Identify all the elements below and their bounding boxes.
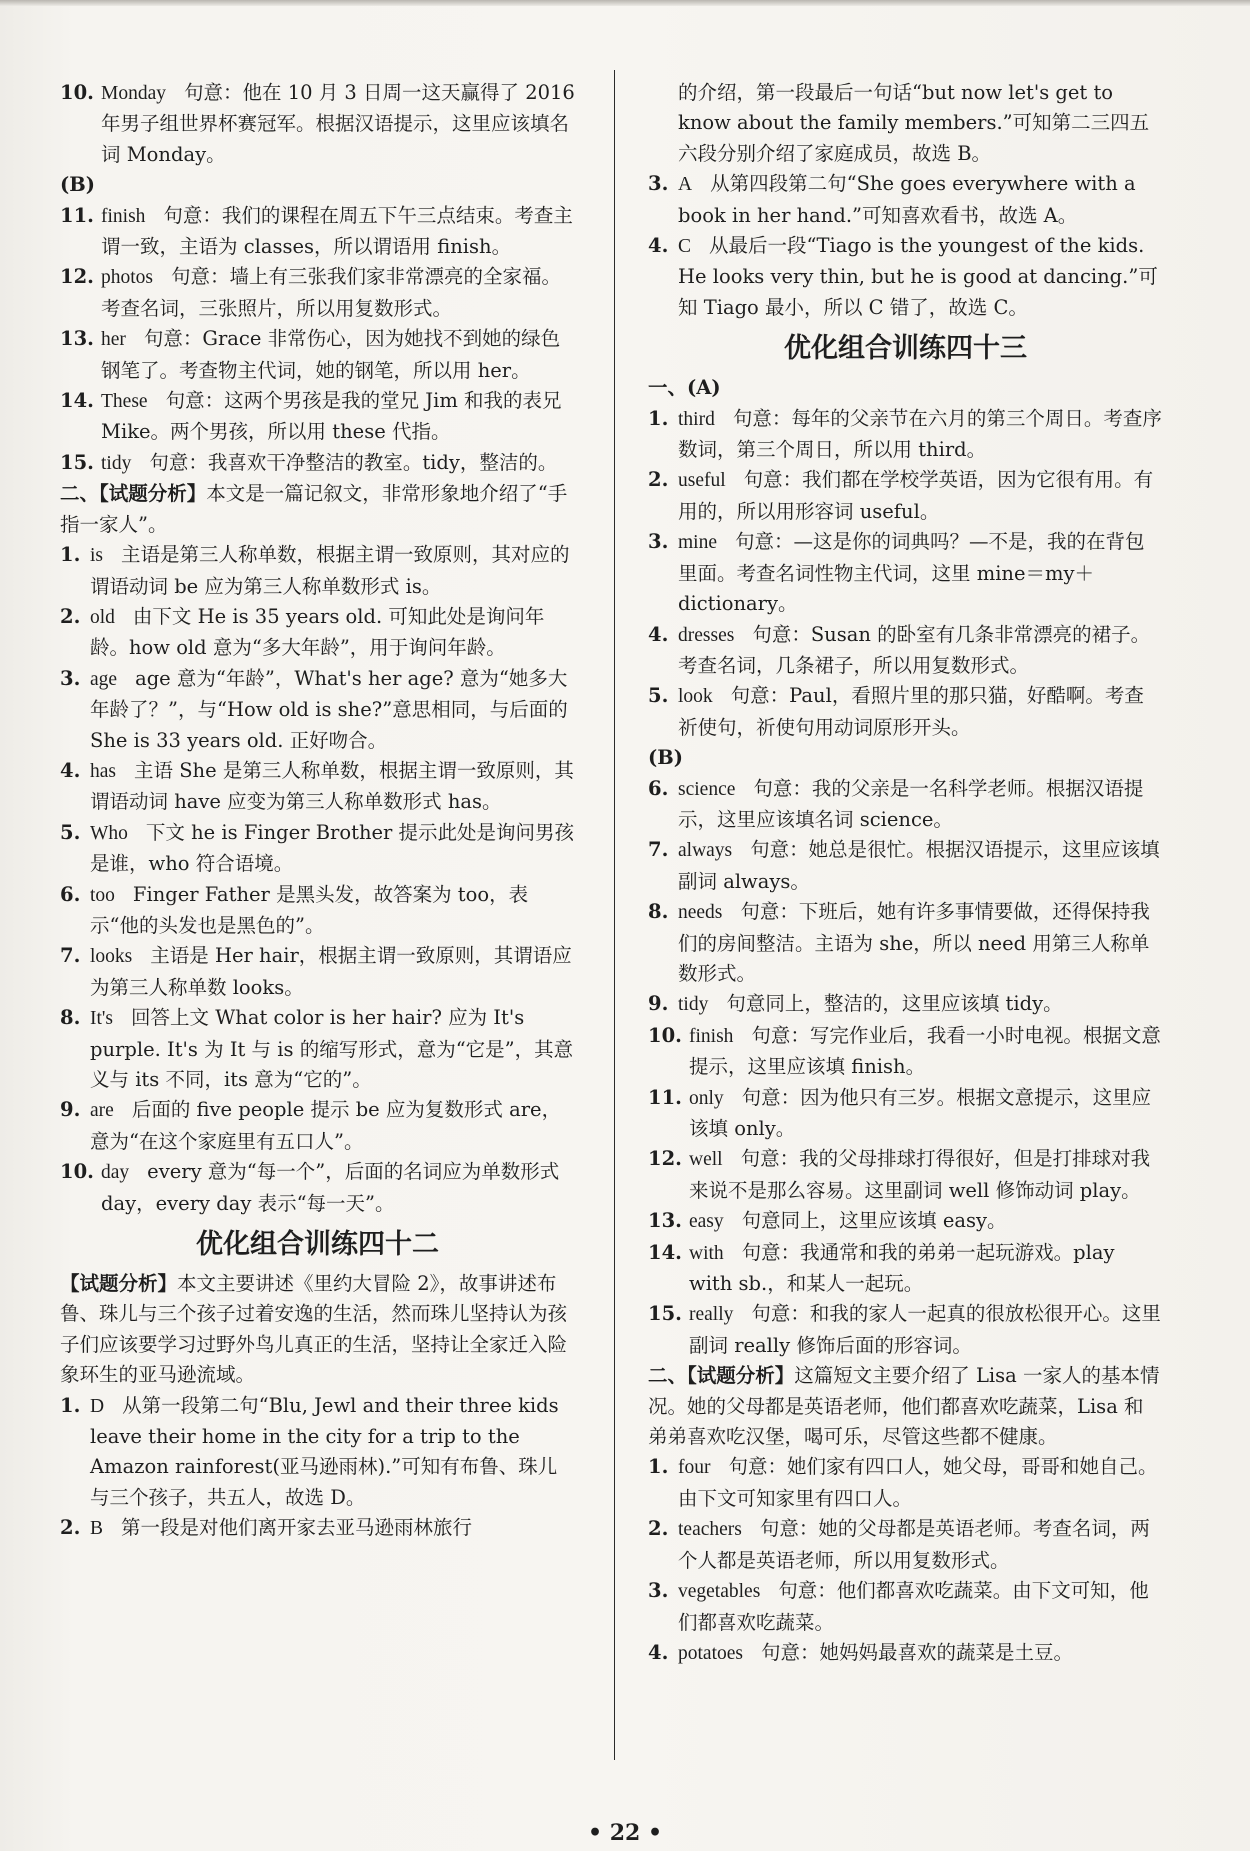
item-number: 9. (648, 992, 669, 1016)
answer-item (648, 465, 1163, 527)
section-2-prefix: 二、【试题分析】 (60, 482, 207, 506)
item-answer: too (90, 884, 115, 906)
section-2-intro (60, 479, 575, 540)
item-answer: look (678, 686, 713, 708)
answer-item (60, 262, 575, 324)
item-number: 14. (648, 1240, 682, 1264)
item-explanation: age 意为“年龄”，What's her age? 意为“她多大年龄了？”，与“How old is she?”意思相同，与后面的 She is 33 years old. 正好吻合。 (90, 666, 568, 752)
column-divider (614, 70, 615, 1760)
item-answer: It's (90, 1008, 114, 1030)
item-number: 7. (648, 838, 669, 862)
item-explanation: 回答上文 What color is her hair? 应为 It's purple. It's 为 It 与 is 的缩写形式，意为“它是”，其意义与 its 不同，its 意为“它的”。 (90, 1006, 574, 1091)
item-answer: day (101, 1162, 130, 1184)
answer-item (60, 664, 575, 756)
item-explanation: 主语是 Her hair，根据主谓一致原则，其谓语应为第三人称单数 looks。 (90, 944, 572, 999)
item-answer: B (90, 1518, 104, 1540)
item-answer: are (90, 1100, 114, 1122)
page-number: • 22 • (587, 1820, 663, 1846)
item-number: 5. (60, 820, 81, 844)
answer-item (648, 620, 1163, 682)
item-explanation: 第一段是对他们离开家去亚马逊雨林旅行 (121, 1516, 473, 1540)
answer-item (60, 818, 575, 880)
answer-item (60, 201, 575, 263)
section-2-text: 本文是一篇记叙文，非常形象地介绍了“手指一家人”。 (60, 482, 568, 536)
item-answer: always (678, 840, 733, 862)
item-number: 2. (60, 604, 81, 628)
item-explanation: 句意：Paul，看照片里的那只猫，好酷啊。考查祈使句，祈使句用动词原形开头。 (678, 684, 1144, 739)
item-number: 8. (648, 900, 669, 924)
block-l2 (60, 201, 575, 480)
item-number: 9. (60, 1098, 81, 1122)
item-explanation: 句意：他在 10 月 3 日周一这天赢得了 2016 年男子组世界杯赛冠军。根据汉语提示，这里应该填名词 Monday。 (101, 81, 575, 166)
item-explanation: 句意：她们家有四口人，她父母，哥哥和她自己。由下文可知家里有四口人。 (678, 1455, 1158, 1510)
item-number: 3. (648, 172, 669, 196)
block-r4 (648, 1452, 1163, 1669)
item-explanation: 主语是第三人称单数，根据主谓一致原则，其对应的谓语动词 be 应为第三人称单数形式 is。 (90, 543, 570, 598)
item-explanation: 句意：Susan 的卧室有几条非常漂亮的裙子。考查名词，几条裙子，所以用复数形式。 (678, 622, 1151, 677)
right-column (648, 78, 1163, 1669)
section-2-text-right: 这篇短文主要介绍了 Lisa 一家人的基本情况。她的父母都是英语老师，他们都喜欢吃蔬菜，Lisa 和弟弟喜欢吃汉堡，喝可乐，尽管这些都不健康。 (648, 1364, 1160, 1449)
continued-text: 的介绍，第一段最后一句话“but now let's get to know about the family members.”可知第二三四五六段分别介绍了家庭成员，故选 B。 (678, 81, 1150, 165)
item-number: 1. (648, 406, 669, 430)
block-l4 (60, 1391, 575, 1545)
item-answer: teachers (678, 1519, 742, 1541)
section-b-label-right: (B) (648, 746, 683, 770)
item-explanation: 句意：我们都在学校学英语，因为它很有用。有用的，所以用形容词 useful。 (678, 468, 1154, 523)
item-answer: has (90, 760, 116, 782)
item-explanation: 句意同上，这里应该填 easy。 (741, 1209, 1007, 1233)
item-answer: looks (90, 946, 133, 968)
answer-item (648, 1514, 1163, 1576)
item-explanation: 句意：这两个男孩是我的堂兄 Jim 和我的表兄 Mike。两个男孩，所以用 these 代指。 (101, 389, 562, 444)
answer-item (60, 880, 575, 942)
item-explanation: every 意为“每一个”，后面的名词应为单数形式 day，every day 表示“每一天”。 (101, 1160, 560, 1215)
item-answer: dresses (678, 624, 735, 646)
answer-item (648, 231, 1163, 323)
item-number: 3. (648, 1579, 669, 1603)
answer-item (648, 1299, 1163, 1361)
item-answer: finish (689, 1025, 734, 1047)
item-explanation: 下文 he is Finger Brother 提示此处是询问男孩是谁，who 符合语境。 (90, 820, 575, 876)
item-number: 3. (648, 530, 669, 554)
item-answer: four (678, 1457, 711, 1479)
answer-item (648, 1576, 1163, 1638)
item-answer: mine (678, 532, 717, 554)
answer-item (60, 1095, 575, 1157)
answer-item (60, 941, 575, 1003)
item-answer: photos (101, 267, 154, 289)
answer-item (60, 1157, 575, 1219)
answer-item (60, 448, 575, 479)
item-answer: potatoes (678, 1642, 743, 1664)
item-explanation: 句意：我喜欢干净整洁的教室。tidy，整洁的。 (149, 450, 558, 474)
item-number: 11. (60, 203, 94, 227)
item-explanation: 句意：她的父母都是英语老师。考查名词，两个人都是英语老师，所以用复数形式。 (678, 1517, 1150, 1572)
item-answer: well (689, 1149, 723, 1171)
item-number: 13. (60, 327, 94, 351)
item-explanation: 从第四段第二句“She goes everywhere with a book in her hand.”可知喜欢看书，故选 A。 (678, 172, 1136, 227)
item-explanation: 句意：墙上有三张我们家非常漂亮的全家福。考查名词，三张照片，所以用复数形式。 (101, 265, 562, 320)
analysis-42-text: 本文主要讲述《里约大冒险 2》，故事讲述布鲁、珠儿与三个孩子过着安逸的生活，然而珠儿坚持认为孩子们应该要学习过野外鸟儿真正的生活，坚持让全家迁入险象环生的亚马逊流域。 (60, 1272, 568, 1387)
item-number: 15. (60, 450, 94, 474)
item-explanation: 后面的 five people 提示 be 应为复数形式 are，意为“在这个家庭里有五口人”。 (90, 1098, 562, 1153)
item-number: 3. (60, 666, 81, 690)
answer-item (60, 756, 575, 818)
analysis-42-prefix: 【试题分析】 (60, 1272, 178, 1296)
block-l1 (60, 78, 575, 170)
item-answer: vegetables (678, 1581, 761, 1603)
answer-item (648, 989, 1163, 1020)
answer-item (648, 1083, 1163, 1145)
item-number: 2. (60, 1516, 81, 1540)
item-answer: Monday (101, 83, 166, 104)
answer-item (648, 681, 1163, 743)
top-edge (0, 0, 1250, 6)
item-number: 7. (60, 944, 81, 968)
answer-item (60, 1513, 575, 1544)
answer-item (648, 1452, 1163, 1514)
answer-item (648, 774, 1163, 836)
answer-item (60, 602, 575, 664)
item-number: 10. (648, 1023, 682, 1047)
item-answer: old (90, 606, 115, 628)
item-explanation: 主语 She 是第三人称单数，根据主谓一致原则，其谓语动词 have 应变为第三人称单数形式 has。 (90, 758, 574, 814)
answer-item (648, 1144, 1163, 1206)
item-number: 8. (60, 1006, 81, 1030)
section-2-intro-right (648, 1361, 1163, 1452)
item-number: 2. (648, 1517, 669, 1541)
left-column (60, 78, 575, 1545)
answer-item (648, 169, 1163, 231)
item-explanation: 句意同上，整洁的，这里应该填 tidy。 (726, 992, 1063, 1016)
analysis-42 (60, 1269, 575, 1391)
item-number: 15. (648, 1302, 682, 1326)
answer-item (60, 1003, 575, 1095)
block-l3 (60, 540, 575, 1219)
item-number: 10. (60, 1160, 94, 1184)
answer-item (60, 1391, 575, 1514)
item-explanation: 句意：和我的家人一起真的很放松很开心。这里副词 really 修饰后面的形容词。 (689, 1302, 1161, 1357)
item-number: 2. (648, 468, 669, 492)
item-answer: A (678, 174, 693, 196)
item-number: 1. (60, 1393, 81, 1417)
item-explanation: 句意：我的父亲是一名科学老师。根据汉语提示，这里应该填名词 science。 (678, 776, 1144, 831)
answer-item (60, 78, 575, 170)
item-explanation: 句意：写完作业后，我看一小时电视。根据文意提示，这里应该填 finish。 (689, 1023, 1161, 1079)
answer-item (60, 386, 575, 448)
answer-item (60, 540, 575, 602)
block-r1 (648, 169, 1163, 323)
item-explanation: 句意：下班后，她有许多事情要做，还得保持我们的房间整洁。主语为 she，所以 need 用第三人称单数形式。 (678, 900, 1150, 985)
item-answer: science (678, 778, 736, 800)
item-number: 4. (60, 758, 81, 782)
answer-item (648, 897, 1163, 989)
item-explanation: 句意：每年的父亲节在六月的第三个周日。考查序数词，第三个周日，所以用 third。 (678, 406, 1162, 462)
block-r2 (648, 404, 1163, 743)
section-b-label: (B) (60, 173, 95, 197)
answer-item (648, 527, 1163, 619)
section-title-42: 优化组合训练四十二 (196, 1229, 439, 1261)
answer-item (648, 1638, 1163, 1669)
item-number: 14. (60, 389, 94, 413)
item-number: 6. (648, 776, 669, 800)
item-explanation: 句意：—这是你的词典吗？—不是，我的在背包里面。考查名词性物主代词，这里 mine＝my＋ dictionary。 (678, 530, 1145, 616)
item-answer: tidy (101, 452, 132, 474)
item-number: 12. (60, 265, 94, 289)
item-answer: needs (678, 902, 723, 924)
answer-item (648, 1206, 1163, 1237)
answer-item (648, 1021, 1163, 1083)
item-explanation: 句意：因为他只有三岁。根据文意提示，这里应该填 only。 (689, 1085, 1152, 1140)
item-answer: with (689, 1242, 724, 1264)
item-answer: really (689, 1304, 734, 1326)
item-explanation: 从第一段第二句“Blu, Jewl and their three kids leave their home in the city for a trip to the Amazon rainforest(亚马逊雨林).”可知有布鲁、珠儿与三个孩子，共五人，故选 D。 (90, 1393, 559, 1509)
answer-item (648, 835, 1163, 897)
item-explanation: 句意：她总是很忙。根据汉语提示，这里应该填副词 always。 (678, 838, 1160, 893)
item-number: 4. (648, 234, 669, 258)
item-explanation: 句意：Grace 非常伤心，因为她找不到她的绿色钢笔了。考查物主代词，她的钢笔，所以用 her。 (101, 327, 561, 382)
item-number: 10. (60, 81, 94, 104)
item-answer: age (90, 668, 118, 690)
item-answer: D (90, 1395, 105, 1417)
item-explanation: Finger Father 是黑头发，故答案为 too，表示“他的头发也是黑色的”。 (90, 882, 529, 937)
item-answer: easy (689, 1211, 724, 1233)
item-answer: her (101, 329, 126, 351)
item-answer: These (101, 391, 148, 413)
item-explanation: 由下文 He is 35 years old. 可知此处是询问年龄。how old 意为“多大年龄”，用于询问年龄。 (90, 604, 545, 660)
item-number: 11. (648, 1085, 682, 1109)
item-answer: useful (678, 470, 726, 492)
item-number: 4. (648, 1640, 669, 1664)
item-answer: only (689, 1087, 724, 1109)
item-answer: is (90, 545, 104, 567)
item-answer: Who (90, 822, 128, 844)
item-explanation: 句意：我通常和我的弟弟一起玩游戏。play with sb.，和某人一起玩。 (689, 1240, 1115, 1296)
item-answer: tidy (678, 994, 709, 1016)
item-answer: finish (101, 205, 146, 227)
item-number: 5. (648, 684, 669, 708)
answer-item (60, 324, 575, 386)
item-answer: C (678, 236, 692, 258)
item-number: 13. (648, 1209, 682, 1233)
item-explanation: 句意：她妈妈最喜欢的蔬菜是土豆。 (760, 1640, 1073, 1664)
answer-item (648, 404, 1163, 466)
item-explanation: 句意：我们的课程在周五下午三点结束。考查主谓一致，主语为 classes，所以谓语用 finish。 (101, 203, 573, 259)
item-number: 6. (60, 882, 81, 906)
section-a-label: 一、(A) (648, 376, 721, 400)
section-2-prefix-right: 二、【试题分析】 (648, 1364, 795, 1388)
item-number: 1. (60, 543, 81, 567)
item-explanation: 句意：我的父母排球打得很好，但是打排球对我来说不是那么容易。这里副词 well 修饰动词 play。 (689, 1147, 1151, 1202)
item-explanation: 从最后一段“Tiago is the youngest of the kids. He looks very thin, but he is good at dancing.”可知 Tiago 最小，所以 C 错了，故选 C。 (678, 234, 1158, 319)
section-title-43: 优化组合训练四十三 (784, 333, 1027, 365)
item-answer: third (678, 408, 715, 430)
item-number: 12. (648, 1147, 682, 1171)
item-number: 4. (648, 622, 669, 646)
item-explanation: 句意：他们都喜欢吃蔬菜。由下文可知，他们都喜欢吃蔬菜。 (678, 1579, 1149, 1634)
item-number: 1. (648, 1455, 669, 1479)
answer-item (648, 1238, 1163, 1300)
block-r3 (648, 774, 1163, 1362)
